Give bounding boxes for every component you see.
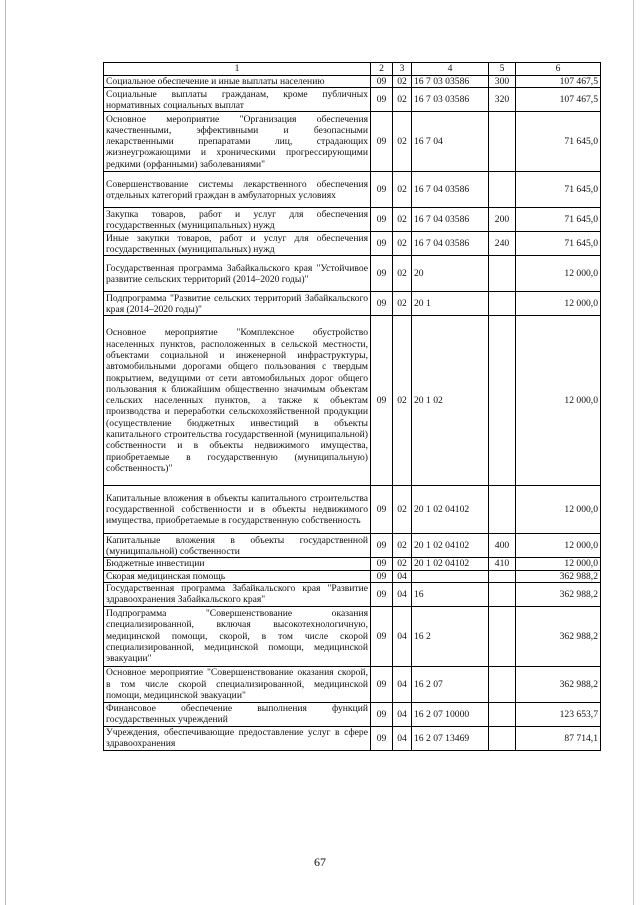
row-section: 09 <box>371 534 393 558</box>
table-row <box>104 76 601 88</box>
table-row <box>104 232 601 256</box>
row-section: 09 <box>371 606 393 666</box>
row-amount: 71 645,0 <box>516 232 601 256</box>
table-row <box>104 702 601 726</box>
table-row <box>104 208 601 232</box>
row-name: Учреждения, обеспечивающие предоставление услуг в сфере здравоохранения <box>104 726 371 750</box>
row-target-article <box>412 570 489 582</box>
table-row <box>104 172 601 208</box>
row-section: 09 <box>371 208 393 232</box>
row-amount: 123 653,7 <box>516 702 601 726</box>
row-expense-type: 240 <box>489 232 516 256</box>
row-subsection: 02 <box>393 232 412 256</box>
row-expense-type: 300 <box>489 76 516 88</box>
row-target-article: 16 <box>412 582 489 606</box>
row-section: 09 <box>371 256 393 292</box>
row-amount: 12 000,0 <box>516 292 601 316</box>
table-row <box>104 582 601 606</box>
row-amount: 12 000,0 <box>516 534 601 558</box>
row-subsection: 02 <box>393 112 412 172</box>
row-subsection: 02 <box>393 534 412 558</box>
row-expense-type: 410 <box>489 558 516 570</box>
row-target-article: 16 2 07 13469 <box>412 726 489 750</box>
row-amount: 71 645,0 <box>516 208 601 232</box>
row-amount: 12 000,0 <box>516 256 601 292</box>
row-amount: 107 467,5 <box>516 88 601 112</box>
row-section: 09 <box>371 76 393 88</box>
row-subsection: 04 <box>393 582 412 606</box>
row-subsection: 02 <box>393 558 412 570</box>
row-expense-type <box>489 726 516 750</box>
row-expense-type <box>489 486 516 534</box>
table-row <box>104 112 601 172</box>
row-target-article: 20 1 02 04102 <box>412 486 489 534</box>
row-expense-type <box>489 606 516 666</box>
row-amount: 362 988,2 <box>516 570 601 582</box>
col-header: 4 <box>412 63 489 76</box>
row-subsection: 04 <box>393 570 412 582</box>
row-target-article: 16 7 04 03586 <box>412 172 489 208</box>
row-subsection: 02 <box>393 76 412 88</box>
row-name: Государственная программа Забайкальского края "Устойчивое развитие сельских территорий (2014–2020 годы)" <box>104 256 371 292</box>
row-name: Социальные выплаты гражданам, кроме публичных нормативных социальных выплат <box>104 88 371 112</box>
budget-table <box>103 62 601 751</box>
table-row <box>104 666 601 702</box>
row-section: 09 <box>371 172 393 208</box>
row-name: Капитальные вложения в объекты капитального строительства государственной собственности и в объекты недвижимого имущества, приобретаемые в государственную собственность <box>104 486 371 534</box>
table-row <box>104 606 601 666</box>
row-section: 09 <box>371 486 393 534</box>
row-amount: 12 000,0 <box>516 316 601 486</box>
row-expense-type <box>489 666 516 702</box>
row-amount: 107 467,5 <box>516 76 601 88</box>
row-name: Подпрограмма "Развитие сельских территорий Забайкальского края (2014–2020 годы)" <box>104 292 371 316</box>
table-row <box>104 558 601 570</box>
row-target-article: 16 2 07 10000 <box>412 702 489 726</box>
row-expense-type <box>489 582 516 606</box>
row-target-article: 16 2 07 <box>412 666 489 702</box>
table-row <box>104 570 601 582</box>
row-expense-type <box>489 292 516 316</box>
row-target-article: 16 7 03 03586 <box>412 88 489 112</box>
table-row <box>104 534 601 558</box>
row-section: 09 <box>371 292 393 316</box>
table-row <box>104 316 601 486</box>
row-subsection: 02 <box>393 88 412 112</box>
row-target-article: 16 2 <box>412 606 489 666</box>
row-subsection: 02 <box>393 208 412 232</box>
table-row <box>104 726 601 750</box>
row-section: 09 <box>371 582 393 606</box>
row-expense-type <box>489 702 516 726</box>
row-amount: 12 000,0 <box>516 486 601 534</box>
row-target-article: 20 1 02 04102 <box>412 534 489 558</box>
row-name: Закупка товаров, работ и услуг для обеспечения государственных (муниципальных) нужд <box>104 208 371 232</box>
row-section: 09 <box>371 232 393 256</box>
row-expense-type <box>489 256 516 292</box>
row-name: Социальное обеспечение и иные выплаты населению <box>104 76 371 88</box>
row-target-article: 20 1 02 <box>412 316 489 486</box>
row-name: Иные закупки товаров, работ и услуг для обеспечения государственных (муниципальных) нужд <box>104 232 371 256</box>
row-amount: 71 645,0 <box>516 172 601 208</box>
row-target-article: 16 7 04 <box>412 112 489 172</box>
col-header: 1 <box>104 63 371 76</box>
row-subsection: 04 <box>393 606 412 666</box>
page-edge-left <box>5 0 6 905</box>
row-name: Основное мероприятие "Комплексное обустройство населенных пунктов, расположенных в сельской местности, объектами социальной и инженерной инфраструктуры, автомобильными дорогами общего пользования с твердым покрытием, ведущими от сети автомобильных дорог общего пользования к ближайшим общественно значимым объектам сельских населенных пунктов, а также к объектам производства и переработки сельскохозяйственной продукции (осуществление бюджетных инвестиций в объекты капитального строительства государственной (муниципальной) собственности и в объекты недвижимого имущества, приобретаемые в государственную (муниципальную) собственность)" <box>104 316 371 486</box>
row-subsection: 02 <box>393 172 412 208</box>
row-subsection: 04 <box>393 726 412 750</box>
col-header: 2 <box>371 63 393 76</box>
row-amount: 87 714,1 <box>516 726 601 750</box>
row-expense-type <box>489 172 516 208</box>
row-target-article: 20 <box>412 256 489 292</box>
row-subsection: 02 <box>393 316 412 486</box>
row-amount: 362 988,2 <box>516 606 601 666</box>
row-section: 09 <box>371 112 393 172</box>
row-section: 09 <box>371 702 393 726</box>
row-target-article: 16 7 04 03586 <box>412 232 489 256</box>
row-name: Основное мероприятие "Организация обеспечения качественными, эффективными и безопасными лекарственными препаратами лиц, страдающих жизнеугрожающими и хроническими прогрессирующими редкими (орфанными) заболеваниями" <box>104 112 371 172</box>
row-subsection: 04 <box>393 702 412 726</box>
col-header: 3 <box>393 63 412 76</box>
row-subsection: 02 <box>393 486 412 534</box>
page-number: 67 <box>314 855 326 869</box>
row-amount: 362 988,2 <box>516 666 601 702</box>
row-amount: 12 000,0 <box>516 558 601 570</box>
row-section: 09 <box>371 88 393 112</box>
row-section: 09 <box>371 666 393 702</box>
table-row <box>104 88 601 112</box>
row-section: 09 <box>371 558 393 570</box>
row-name: Основное мероприятие "Совершенствование оказания скорой, в том числе скорой специализированной, медицинской помощи, медицинской эвакуации" <box>104 666 371 702</box>
row-name: Скорая медицинская помощь <box>104 570 371 582</box>
row-name: Подпрограмма "Совершенствование оказания специализированной, включая высокотехнологичную, медицинской помощи, скорой, в том числе скорой специализированной, медицинской помощи, медицинской эвакуации" <box>104 606 371 666</box>
row-name: Бюджетные инвестиции <box>104 558 371 570</box>
row-expense-type: 320 <box>489 88 516 112</box>
row-section: 09 <box>371 316 393 486</box>
row-expense-type: 400 <box>489 534 516 558</box>
table-row <box>104 292 601 316</box>
row-section: 09 <box>371 726 393 750</box>
row-section: 09 <box>371 570 393 582</box>
header-row <box>104 63 601 76</box>
row-name: Совершенствование системы лекарственного обеспечения отдельных категорий граждан в амбулаторных условиях <box>104 172 371 208</box>
row-name: Капитальные вложения в объекты государственной (муниципальной) собственности <box>104 534 371 558</box>
row-target-article: 16 7 04 03586 <box>412 208 489 232</box>
row-expense-type <box>489 570 516 582</box>
row-target-article: 20 1 02 04102 <box>412 558 489 570</box>
table-row <box>104 486 601 534</box>
row-expense-type <box>489 112 516 172</box>
row-target-article: 20 1 <box>412 292 489 316</box>
page-edge-right <box>633 0 634 905</box>
row-amount: 362 988,2 <box>516 582 601 606</box>
row-subsection: 02 <box>393 256 412 292</box>
row-name: Государственная программа Забайкальского края "Развитие здравоохранения Забайкальского края" <box>104 582 371 606</box>
row-name: Финансовое обеспечение выполнения функций государственных учреждений <box>104 702 371 726</box>
col-header: 5 <box>489 63 516 76</box>
row-expense-type: 200 <box>489 208 516 232</box>
table-row <box>104 256 601 292</box>
col-header: 6 <box>516 63 601 76</box>
row-amount: 71 645,0 <box>516 112 601 172</box>
row-expense-type <box>489 316 516 486</box>
row-subsection: 04 <box>393 666 412 702</box>
row-subsection: 02 <box>393 292 412 316</box>
row-target-article: 16 7 03 03586 <box>412 76 489 88</box>
